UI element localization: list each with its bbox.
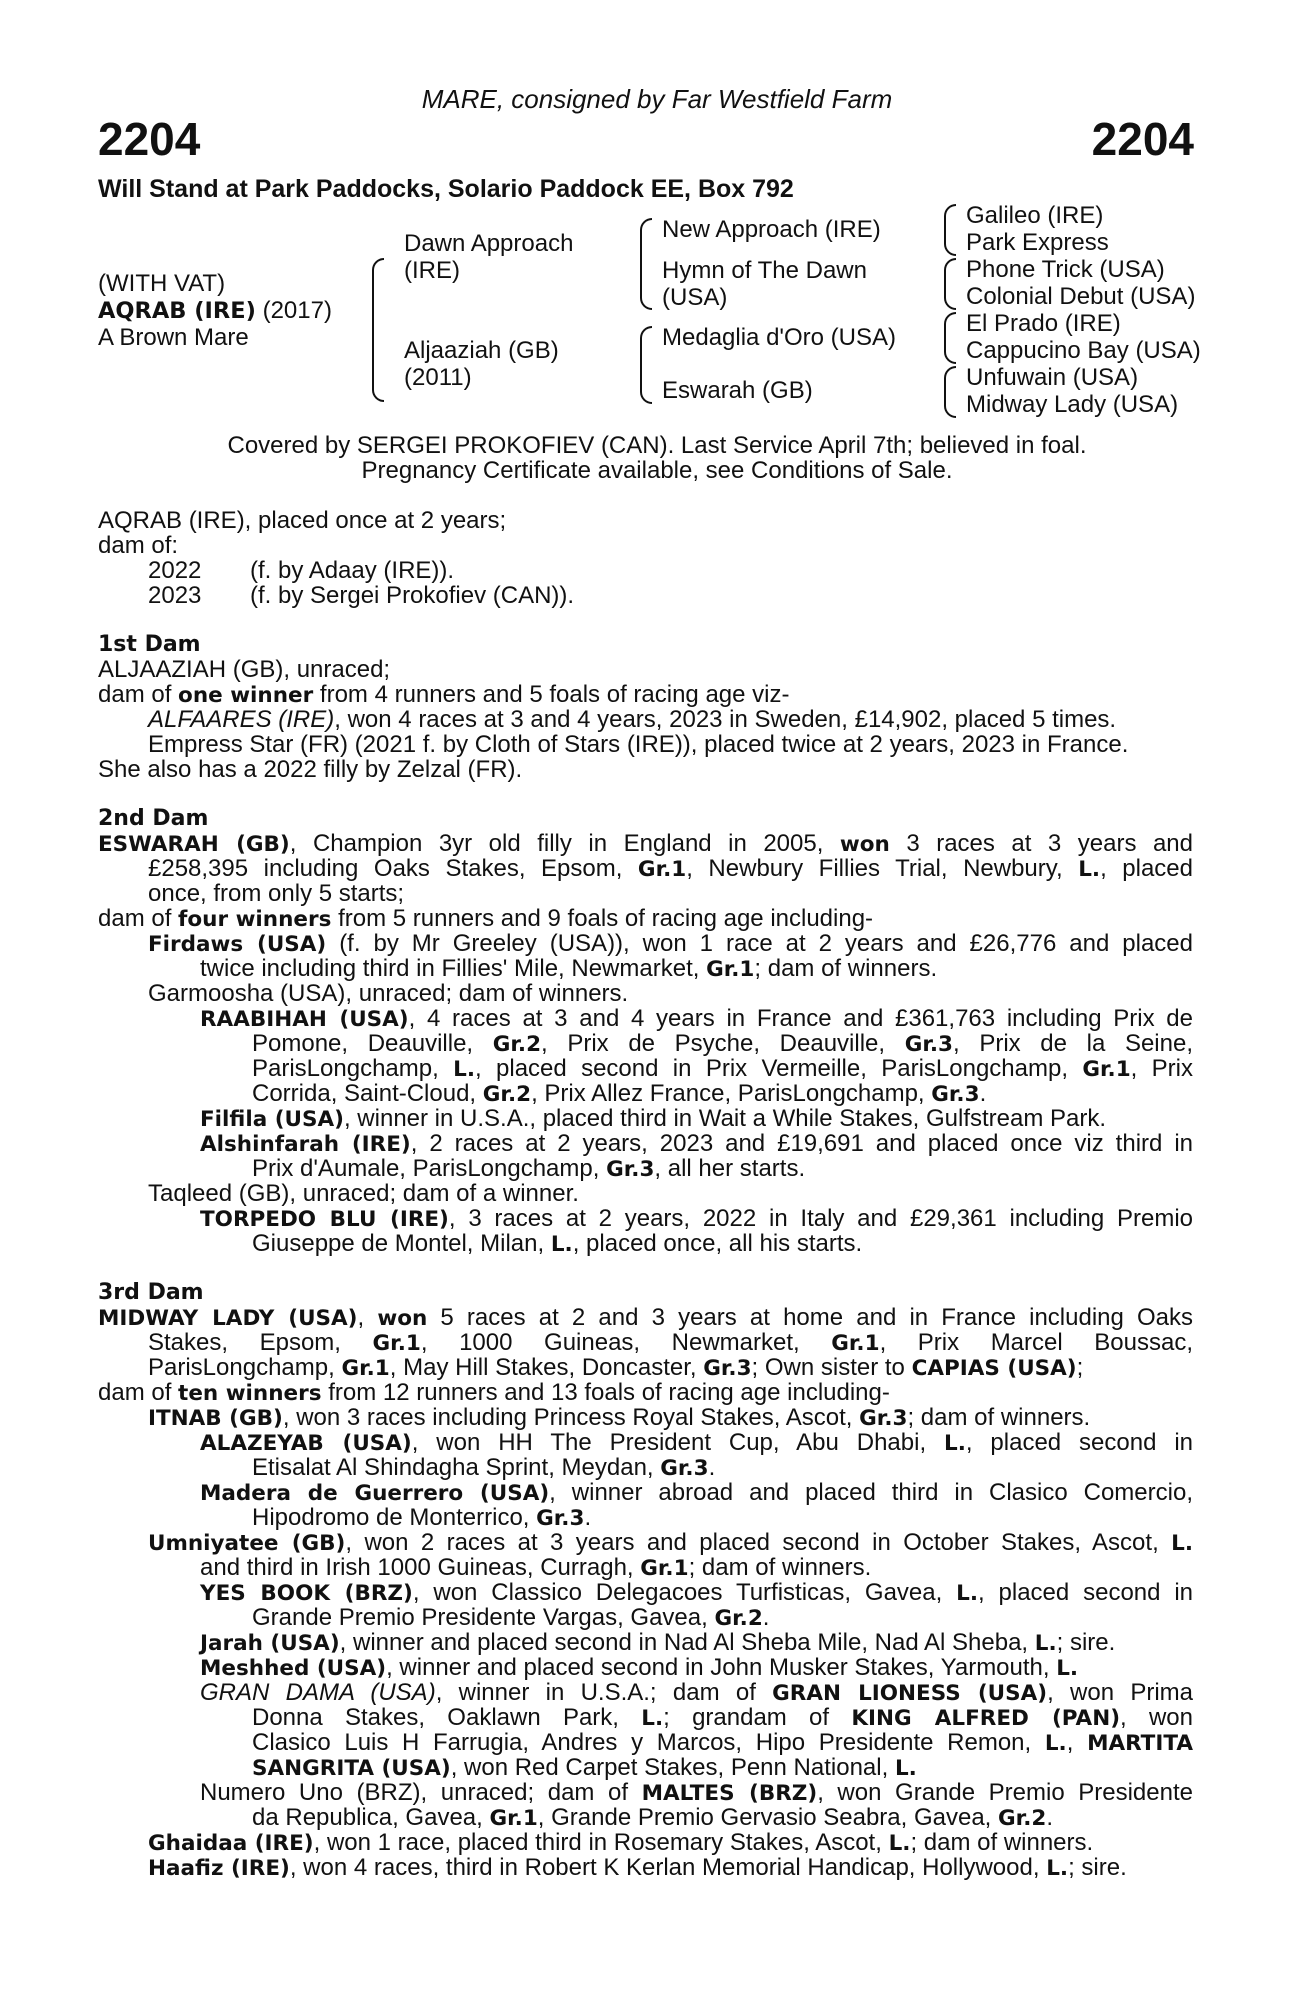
produce-foal: (f. by Adaay (IRE)). — [250, 557, 455, 584]
midway-line-2: Stakes, Epsom, Gr.1, 1000 Guineas, Newmarket, Gr.1, Prix Marcel Boussac, — [148, 1329, 1193, 1356]
alshinfarah-line-2: Prix d'Aumale, ParisLongchamp, Gr.3, all her starts. — [252, 1155, 806, 1182]
dam-dam: Eswarah (GB) — [662, 377, 813, 404]
progeny-empress-star: Empress Star (FR) (2021 f. by Cloth of Stars (IRE)), placed twice at 2 years, 2023 in France. — [148, 731, 1129, 758]
grandama-line-4: SANGRITA (USA), won Red Carpet Stakes, Penn National, L. — [252, 1754, 917, 1781]
jarah-line: Jarah (USA), winner and placed second in Nad Al Sheba Mile, Nad Al Sheba, L.; sire. — [200, 1629, 1116, 1656]
raabihah-line-3: ParisLongchamp, L., placed second in Prix Vermeille, ParisLongchamp, Gr.1, Prix — [252, 1055, 1193, 1082]
horse-year: (2017) — [262, 297, 332, 324]
dam-sire-sire: El Prado (IRE) — [966, 310, 1121, 337]
pedigree-brace-3d — [944, 366, 956, 418]
grandama-line-1: GRAN DAMA (USA), winner in U.S.A.; dam of GRAN LIONESS (USA), won Prima — [200, 1679, 1194, 1706]
horse-name-line — [98, 297, 332, 325]
sire-dam-1: Hymn of The Dawn — [662, 257, 867, 284]
midway-line-3: ParisLongchamp, Gr.1, May Hill Stakes, Doncaster, Gr.3; Own sister to CAPIAS (USA); — [148, 1354, 1084, 1381]
madera-line-2: Hipodromo de Monterrico, Gr.3. — [252, 1504, 592, 1531]
progeny-alfaares: ALFAARES (IRE), won 4 races at 3 and 4 years, 2023 in Sweden, £14,902, placed 5 times. — [148, 706, 1117, 733]
sire-country: (IRE) — [404, 257, 460, 284]
dam-dam-dam: Midway Lady (USA) — [966, 391, 1179, 418]
sire-sire: New Approach (IRE) — [662, 216, 881, 243]
first-dam-note: She also has a 2022 filly by Zelzal (FR). — [98, 756, 523, 783]
torpedo-line-1: TORPEDO BLU (IRE), 3 races at 2 years, 2022 in Italy and £29,361 including Premio — [200, 1205, 1193, 1232]
first-dam-summary: dam of one winner from 4 runners and 5 foals of racing age viz- — [98, 681, 790, 708]
sire-dam-2: (USA) — [662, 284, 728, 311]
ghaidaa-line: Ghaidaa (IRE), won 1 race, placed third in Rosemary Stakes, Ascot, L.; dam of winners. — [148, 1829, 1094, 1856]
sire-name: Dawn Approach — [404, 230, 574, 257]
eswarah-line-2: £258,395 including Oaks Stakes, Epsom, Gr.1, Newbury Fillies Trial, Newbury, L., placed — [148, 855, 1194, 882]
taqleed-line: Taqleed (GB), unraced; dam of a winner. — [148, 1180, 579, 1207]
covered-note: Covered by SERGEI PROKOFIEV (CAN). Last Service April 7th; believed in foal. — [227, 432, 1087, 459]
midway-line-1: MIDWAY LADY (USA), won 5 races at 2 and 3 years at home and in France including Oaks — [98, 1304, 1194, 1331]
pedigree-brace-1 — [372, 258, 384, 402]
horse-description: A Brown Mare — [98, 324, 249, 351]
grandama-line-2: Donna Stakes, Oaklawn Park, L.; grandam of KING ALFRED (PAN), won — [252, 1704, 1193, 1731]
pedigree-brace-3b — [944, 258, 956, 310]
produce-intro: AQRAB (IRE), placed once at 2 years; — [98, 507, 507, 534]
pedigree-brace-2a — [640, 218, 652, 310]
umniyatee-line-2: and third in Irish 1000 Guineas, Curragh, Gr.1; dam of winners. — [200, 1554, 872, 1581]
alshinfarah-line-1: Alshinfarah (IRE), 2 races at 2 years, 2023 and £19,691 and placed once viz third in — [200, 1130, 1193, 1157]
lot-number-right: 2204 — [1091, 113, 1194, 165]
consignor-line: MARE, consigned by Far Westfield Farm — [421, 84, 893, 114]
raabihah-line-2: Pomone, Deauville, Gr.2, Prix de Psyche, Deauville, Gr.3, Prix de la Seine, — [252, 1030, 1193, 1057]
raabihah-line-1: RAABIHAH (USA), 4 races at 3 and 4 years in France and £361,763 including Prix de — [200, 1005, 1194, 1032]
catalogue-body — [98, 508, 1193, 1908]
second-dam-summary: dam of four winners from 5 runners and 9 foals of racing age including- — [98, 905, 874, 932]
torpedo-line-2: Giuseppe de Montel, Milan, L., placed once, all his starts. — [252, 1230, 863, 1257]
second-dam-heading: 2nd Dam — [98, 806, 209, 831]
umniyatee-line-1: Umniyatee (GB), won 2 races at 3 years and placed second in October Stakes, Ascot, L. — [148, 1529, 1193, 1556]
dam-dam-sire: Unfuwain (USA) — [966, 364, 1139, 391]
produce-year: 2022 — [148, 557, 202, 584]
firdaws-line-2: twice including third in Fillies' Mile, Newmarket, Gr.1; dam of winners. — [200, 955, 938, 982]
meshhed-line: Meshhed (USA), winner and placed second in John Musker Stakes, Yarmouth, L. — [200, 1654, 1079, 1681]
lot-number-left: 2204 — [98, 113, 201, 165]
haafiz-line: Haafiz (IRE), won 4 races, third in Robert K Kerlan Memorial Handicap, Hollywood, L.; sire. — [148, 1854, 1127, 1881]
first-dam-name: ALJAAZIAH (GB), unraced; — [98, 656, 391, 683]
first-dam-heading: 1st Dam — [98, 632, 201, 657]
dam-sire-dam: Cappucino Bay (USA) — [966, 337, 1201, 364]
eswarah-line-1: ESWARAH (GB), Champion 3yr old filly in England in 2005, won 3 races at 3 years and — [98, 830, 1193, 857]
alazeyab-line-2: Etisalat Al Shindagha Sprint, Meydan, Gr.3. — [252, 1454, 716, 1481]
vat-label: (WITH VAT) — [98, 270, 226, 297]
produce-dam-of: dam of: — [98, 532, 179, 559]
dam-sire: Medaglia d'Oro (USA) — [662, 324, 896, 351]
sire-sire-sire: Galileo (IRE) — [966, 202, 1104, 229]
dam-name: Aljaaziah (GB) — [404, 337, 559, 364]
raabihah-line-4: Corrida, Saint-Cloud, Gr.2, Prix Allez France, ParisLongchamp, Gr.3. — [252, 1080, 987, 1107]
sire-sire-dam: Park Express — [966, 229, 1109, 256]
sire-dam-sire: Phone Trick (USA) — [966, 256, 1165, 283]
numero-line-2: da Republica, Gavea, Gr.1, Grande Premio Gervasio Seabra, Gavea, Gr.2. — [252, 1804, 1053, 1831]
stand-location: Will Stand at Park Paddocks, Solario Paddock EE, Box 792 — [98, 175, 794, 203]
filfila-line: Filfila (USA), winner in U.S.A., placed third in Wait a While Stakes, Gulfstream Park. — [200, 1105, 1107, 1132]
eswarah-line-3: once, from only 5 starts; — [148, 880, 405, 907]
horse-name: AQRAB (IRE) — [98, 298, 256, 324]
pedigree-brace-3c — [944, 312, 956, 364]
pregnancy-note: Pregnancy Certificate available, see Conditions of Sale. — [361, 457, 953, 484]
produce-foal: (f. by Sergei Prokofiev (CAN)). — [250, 582, 575, 609]
firdaws-line-1: Firdaws (USA) (f. by Mr Greeley (USA)), won 1 race at 2 years and £26,776 and placed — [148, 930, 1193, 957]
dam-year: (2011) — [404, 364, 472, 391]
alazeyab-line-1: ALAZEYAB (USA), won HH The President Cup, Abu Dhabi, L., placed second in — [200, 1429, 1194, 1456]
yesbook-line-2: Grande Premio Presidente Vargas, Gavea, Gr.2. — [252, 1604, 770, 1631]
third-dam-summary: dam of ten winners from 12 runners and 13 foals of racing age including- — [98, 1379, 890, 1406]
madera-line-1: Madera de Guerrero (USA), winner abroad and placed third in Clasico Comercio, — [200, 1479, 1193, 1506]
garmoosha-line: Garmoosha (USA), unraced; dam of winners. — [148, 980, 629, 1007]
yesbook-line-1: YES BOOK (BRZ), won Classico Delegacoes Turfisticas, Gavea, L., placed second in — [200, 1579, 1194, 1606]
pedigree-brace-2b — [640, 326, 652, 404]
grandama-line-3: Clasico Luis H Farrugia, Andres y Marcos, Hipo Presidente Remon, L., MARTITA — [252, 1729, 1193, 1756]
third-dam-heading: 3rd Dam — [98, 1280, 204, 1305]
produce-year: 2023 — [148, 582, 202, 609]
pedigree-brace-3a — [944, 204, 956, 256]
numero-line-1: Numero Uno (BRZ), unraced; dam of MALTES (BRZ), won Grande Premio Presidente — [200, 1779, 1193, 1806]
sire-dam-dam: Colonial Debut (USA) — [966, 283, 1196, 310]
itnab-line: ITNAB (GB), won 3 races including Princess Royal Stakes, Ascot, Gr.3; dam of winners. — [148, 1404, 1091, 1431]
